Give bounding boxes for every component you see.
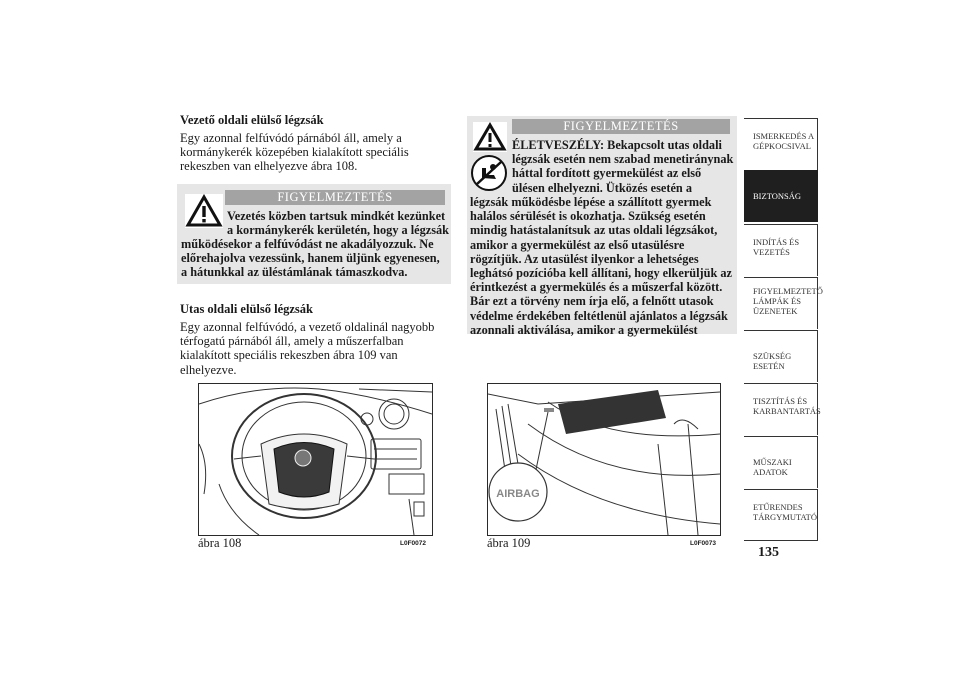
page-number: 135 <box>758 545 779 560</box>
warning-triangle-icon <box>473 122 507 152</box>
tab-muszaki[interactable]: MŰSZAKI ADATOK <box>744 436 818 488</box>
figure-109-caption: ábra 109 <box>487 536 531 550</box>
warning-text: ÉLETVESZÉLY: Bekapcsolt utas oldali légzsák esetén nem szabad menetiránynak háttal fordított gyermekülést az első ülésen elhelyezni. Ütközés esetén a <box>512 138 734 195</box>
passenger-airbag-heading: Utas oldali elülső légzsák <box>180 302 313 316</box>
dashboard-illustration <box>488 384 720 535</box>
figure-108-caption: ábra 108 <box>198 536 242 550</box>
figure-109-code: L0F0073 <box>690 540 717 547</box>
warning-text: Vezetés közben tartsuk mindkét kezünket a kormánykerék kerületén, hogy a légzsák <box>227 209 450 238</box>
tab-targymutato[interactable]: ETŰRENDES TÁRGYMUTATÓ <box>744 489 818 541</box>
figure-109-dashboard <box>487 383 721 536</box>
warning-title: FIGYELMEZTETÉS <box>225 190 445 205</box>
airbag-label: AIRBAG <box>496 488 540 500</box>
warning-text-cont: légzsák működésbe lépése a szállított gyermek halálos sérülését is okozhatja. Szükség esetén mindig hatástalanítsuk az utas oldali légzsákot, amikor a gyermekülést az első utasülésre rögzítjük. Az utasülést ilyenkor a lehetséges leghátsó pozícióba kell állítani, hogy elkerüljük az érintkezést a gyermekülés és a műszerfal között. Bár ezt a törvény nem írja elő, a felnőtt utasok védelme érdekében feltétlenül ajánlatos a légzsák azonnali aktiválása, amikor a gyermekülést <box>470 195 733 337</box>
passenger-warning-box <box>467 116 737 337</box>
tab-szukseg[interactable]: SZÜKSÉG ESETÉN <box>744 330 818 382</box>
steering-wheel-illustration <box>199 384 432 535</box>
tab-biztonsag[interactable]: BIZTONSÁG <box>744 170 818 222</box>
tab-figyelmezteto[interactable]: FIGYELMEZTETŐ LÁMPÁK ÉS ÜZENETEK <box>744 277 818 329</box>
driver-airbag-text: Egy azonnal felfúvódó párnából áll, amely a kormánykerék közepében kialakított speciális rekeszben van elhelyezve ábra 108. <box>180 131 409 174</box>
passenger-airbag-text: Egy azonnal felfúvódó, a vezető oldalinál nagyobb térfogatú párnából áll, amely a műszerfalban kialakított speciális rekeszben ábra 109 van elhelyezve. <box>180 320 435 377</box>
no-child-seat-icon <box>470 154 508 192</box>
tab-ismerkedes[interactable]: ISMERKEDÉS A GÉPKOCSIVAL <box>744 118 818 170</box>
tab-tisztitas[interactable]: TISZTÍTÁS ÉS KARBANTARTÁS <box>744 383 818 435</box>
tab-inditas[interactable]: INDÍTÁS ÉS VEZETÉS <box>744 224 818 276</box>
warning-title: FIGYELMEZTETÉS <box>512 119 730 134</box>
figure-108-steering-wheel <box>198 383 433 536</box>
figure-108-code: L0F0072 <box>400 540 427 547</box>
warning-text-cont: működésekor a felfúvódást ne akadályozzuk. Ne előrehajolva vezessünk, hanem üljünk egyenesen, a hátunkkal az üléstámlának támaszkodva. <box>181 237 440 280</box>
driver-warning-box <box>177 184 451 284</box>
warning-triangle-icon <box>185 194 223 228</box>
driver-airbag-heading: Vezető oldali elülső légzsák <box>180 113 324 127</box>
